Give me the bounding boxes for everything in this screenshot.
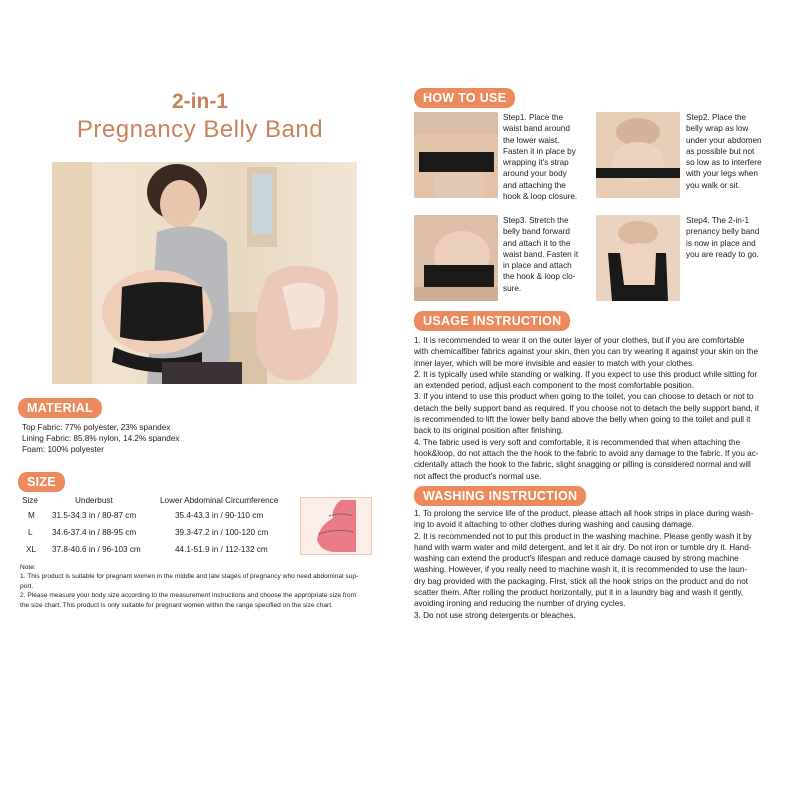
washing-line: hand with warm water and mild detergent, and let it air dry. Do not iron or tumble dry it. Hand- — [414, 542, 752, 552]
abdominal-cell: 39.3-47.2 in / 100-120 cm — [175, 528, 269, 537]
note-line: the size chart. This product is only suitable for pregnant women within the range specified on the size chart. — [20, 601, 333, 609]
size-cell: XL — [26, 545, 37, 554]
note-line: 2. Please measure your body size according to the measurement instructions and choose the appropriate size from — [20, 592, 357, 600]
step-line: and attaching the — [503, 180, 566, 190]
usage-line: an extended period, adjust each component to the most comfortable position. — [414, 381, 694, 391]
measurement-diagram — [300, 497, 372, 555]
step-line: you are ready to go. — [686, 249, 759, 259]
size-heading: SIZE — [18, 472, 65, 492]
washing-line: washing can extend the product's lifespan and reduce damage caused by strong machine — [414, 554, 739, 564]
washing-line: scatter them. After rolling the product horizontally, put it in a laundry bag and wash it gently, — [414, 588, 744, 598]
usage-line: 2. It is typically used while standing or walking. If you expect to use this product while sitting for — [414, 369, 758, 379]
step3-text — [503, 215, 593, 294]
washing-line: dry bag provided with the packaging. First, stick all the hook strips on the product and do not — [414, 576, 749, 586]
step4-text — [686, 215, 786, 260]
usage-line: inner layer, which will be more invisible and easier to match with your clothes. — [414, 358, 695, 368]
note-label: Note: — [20, 564, 36, 571]
step-line: Step3. Stretch the — [503, 216, 569, 225]
step-line: Step4. The 2-in-1 — [686, 216, 750, 225]
underbust-cell: 34.6-37.4 in / 88-95 cm — [52, 528, 137, 537]
step-line: Fasten it in place by — [503, 146, 576, 156]
washing-line: 2. It is recommended not to put this product in the washing machine. Please gently wash it by — [414, 531, 752, 541]
material-list — [22, 422, 179, 456]
material-line: Lining Fabric: 85.8% nylon, 14.2% spandex — [22, 434, 180, 444]
underbust-cell: 37.8-40.6 in / 96-103 cm — [52, 545, 141, 554]
step-line: belly wrap as low — [686, 124, 749, 134]
step-line: waist band around — [503, 124, 570, 134]
step1-image — [414, 112, 498, 198]
step-line: belly band forward — [503, 227, 570, 237]
step4-image — [596, 215, 680, 301]
usage-line: with chemicalfiber fabrics against your skin, then you can try wearing it against your skin on the — [414, 347, 759, 357]
washing-line: ing to avoid it attaching to other clothes during washing and causing damage. — [414, 520, 694, 530]
washing-line: washing. However, if you really need to machine wash it, it is recommended to use the laun- — [414, 565, 748, 575]
step2-photo — [596, 112, 680, 198]
material-heading: MATERIAL — [18, 398, 102, 418]
abdominal-cell: 44.1-51.9 in / 112-132 cm — [175, 545, 268, 554]
step-line: as possible but not — [686, 146, 755, 156]
pregnant-woman-illustration — [52, 162, 357, 384]
step-line: prenancy belly band — [686, 227, 760, 237]
washing-line: avoiding ironing and reducing the number of drying cycles. — [414, 599, 626, 609]
product-hero-photo — [52, 162, 357, 384]
body-silhouette-icon — [301, 498, 371, 554]
material-line: Foam: 100% polyester — [22, 445, 104, 455]
abdominal-cell: 35.4-43.3 in / 90-110 cm — [175, 511, 264, 520]
underbust-col-header: Underbust — [75, 496, 113, 505]
note-line: port. — [20, 582, 34, 590]
size-notes — [20, 563, 390, 610]
step1-text — [503, 112, 593, 202]
washing-line: 3. Do not use strong detergents or bleaches. — [414, 610, 576, 620]
usage-text — [414, 335, 796, 482]
usage-line: cidentally attach the hook to the fabric, slight snagging or pilling is considered normal and will — [414, 460, 751, 470]
step2-text — [686, 112, 786, 191]
usage-line: detach the belly support band as required. If you choose not to detach the belly support band, it — [414, 403, 760, 413]
step-line: Step1. Place the — [503, 113, 564, 122]
step1-photo — [414, 112, 498, 198]
size-cell: M — [28, 511, 35, 520]
step-line: and attach it to the — [503, 238, 571, 248]
usage-heading: USAGE INSTRUCTION — [414, 311, 570, 331]
step2-image — [596, 112, 680, 198]
step3-photo — [414, 215, 498, 301]
step4-photo — [596, 215, 680, 301]
step-line: around your body — [503, 169, 567, 179]
washing-line: 1. To prolong the service life of the product, please attach all hook strips in place during wash- — [414, 509, 754, 518]
washing-text — [414, 508, 796, 621]
step-line: is now in place and — [686, 238, 756, 248]
material-line: Top Fabric: 77% polyester, 23% spandex — [22, 423, 171, 432]
underbust-cell: 31.5-34.3 in / 80-87 cm — [52, 511, 137, 520]
step-line: wrapping it's strap — [503, 158, 569, 168]
usage-line: hook&loop, do not attach the the hook to the fabric to avoid any damage to the fabric. If you ac- — [414, 448, 759, 458]
step-line: under your abdomen — [686, 135, 762, 145]
usage-line: not affect the product's normal use. — [414, 471, 542, 481]
note-line: 1. This product is suitable for pregnant women in the middle and late stages of pregnancy who need abdominal sup- — [20, 573, 359, 581]
size-col-header: Size — [22, 496, 38, 505]
step3-image — [414, 215, 498, 301]
washing-heading: WASHING INSTRUCTION — [414, 486, 586, 506]
size-table — [0, 496, 300, 556]
abdominal-col-header: Lower Abdominal Circumference — [160, 496, 279, 505]
usage-line: is recommended to lift the lower belly band above the belly when going to the toilet and pull it — [414, 415, 751, 425]
step-line: so low as to interfere — [686, 158, 762, 168]
step-line: you walk or sit. — [686, 180, 741, 190]
product-title-line1: 2-in-1 — [171, 90, 228, 113]
step-line: sure. — [503, 283, 522, 293]
step-line: Step2. Place the — [686, 113, 747, 122]
usage-line: 3. If you intend to use this product when going to the toilet, you can choose to detach or not to — [414, 392, 754, 402]
usage-line: 4. The fabric used is very soft and comfortable, it is recommended that when attaching the — [414, 437, 741, 447]
step-line: with your legs when — [686, 169, 758, 179]
step-line: the hook & loop clo- — [503, 272, 576, 282]
step-line: in place and attach — [503, 261, 572, 271]
size-cell: L — [28, 528, 33, 537]
step-line: the lower waist. — [503, 135, 560, 145]
usage-line: back to its original position after finishing. — [414, 426, 564, 436]
product-title-line2: Pregnancy Belly Band — [76, 116, 324, 143]
usage-line: 1. It is recommended to wear it on the outer layer of your clothes, but if you are comfortable — [414, 336, 745, 345]
step-line: hook & loop closure. — [503, 192, 578, 202]
how-to-use-heading: HOW TO USE — [414, 88, 515, 108]
step-line: waist band. Fasten it — [503, 249, 579, 259]
